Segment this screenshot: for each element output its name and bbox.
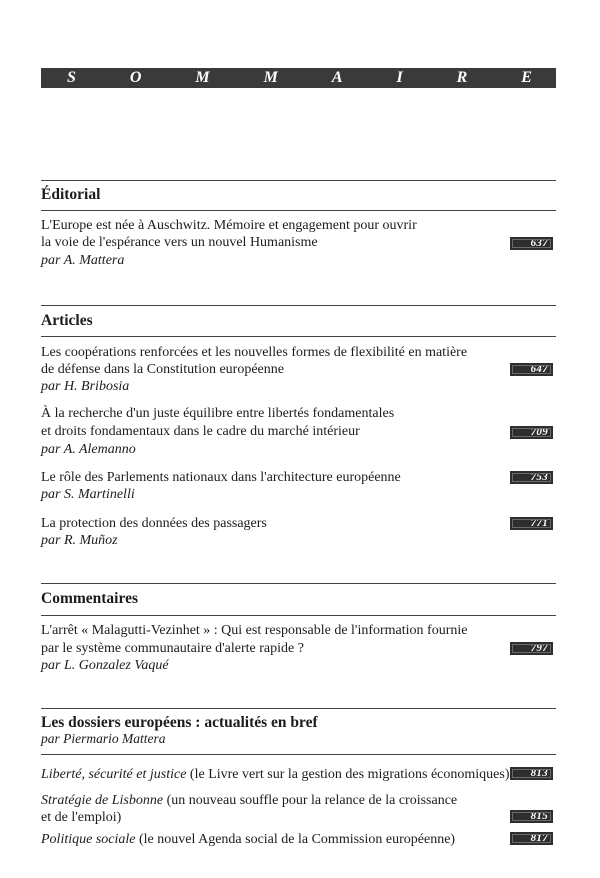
banner-letter: M — [263, 69, 278, 86]
page-number-badge: 709 — [510, 426, 553, 439]
dossier-entry — [41, 766, 510, 783]
section-divider — [41, 615, 556, 616]
dossier-topic: Stratégie de Lisbonne — [41, 793, 164, 808]
entry-title-line: L'arrêt « Malagutti-Vezinhet » : Qui est responsable de l'information fournie — [41, 623, 468, 638]
page-number-badge: 753 — [510, 471, 553, 484]
page-number-badge: 771 — [510, 517, 553, 530]
section-divider — [41, 336, 556, 337]
entry-author: par H. Bribosia — [41, 379, 130, 394]
entry-title-line: À la recherche d'un juste équilibre entre libertés fondamentales — [41, 406, 395, 421]
page-number-badge: 813 — [510, 767, 553, 780]
entry-title-line: Le rôle des Parlements nationaux dans l'architecture européenne — [41, 470, 401, 485]
page-number-badge: 797 — [510, 642, 553, 655]
sommaire-banner — [41, 68, 556, 88]
entry-title-line: de défense dans la Constitution européenne — [41, 362, 284, 377]
page-number-badge: 815 — [510, 810, 553, 823]
dossier-entry — [41, 792, 457, 809]
section-divider — [41, 754, 556, 755]
banner-letter: O — [129, 69, 142, 86]
page-number-badge: 647 — [510, 363, 553, 376]
dossier-description: (le nouvel Agenda social de la Commission européenne) — [135, 832, 456, 847]
entry-title-line: L'Europe est née à Auschwitz. Mémoire et engagement pour ouvrir — [41, 218, 417, 233]
banner-letter: M — [195, 69, 210, 86]
page-number-badge: 817 — [510, 832, 553, 845]
dossier-description: (le Livre vert sur la gestion des migrations économiques) — [186, 767, 510, 782]
section-title-editorial: Éditorial — [41, 186, 101, 203]
section-divider — [41, 305, 556, 306]
dossier-topic: Liberté, sécurité et justice — [41, 767, 187, 782]
section-title-articles: Articles — [41, 312, 93, 329]
section-divider — [41, 210, 556, 211]
entry-title-line: La protection des données des passagers — [41, 516, 267, 531]
entry-title-line: et droits fondamentaux dans le cadre du marché intérieur — [41, 424, 360, 439]
banner-letter: R — [456, 69, 468, 86]
section-title-dossiers: Les dossiers européens : actualités en bref — [41, 714, 318, 731]
entry-title-line: la voie de l'espérance vers un nouvel Humanisme — [41, 235, 318, 250]
dossier-entry — [41, 831, 455, 848]
section-title-commentaires: Commentaires — [41, 590, 138, 607]
entry-author: par R. Muñoz — [41, 533, 118, 548]
banner-letter: E — [521, 69, 532, 86]
dossier-topic: Politique sociale — [41, 832, 136, 847]
banner-letter: A — [331, 69, 343, 86]
dossier-description: (un nouveau souffle pour la relance de la croissance — [163, 793, 458, 808]
section-subtitle-author: par Piermario Mattera — [41, 731, 166, 746]
banner-letter: S — [67, 69, 76, 86]
entry-author: par A. Mattera — [41, 253, 125, 268]
page-number-badge: 637 — [510, 237, 553, 250]
entry-author: par L. Gonzalez Vaqué — [41, 658, 169, 673]
entry-author: par S. Martinelli — [41, 487, 135, 502]
section-divider — [41, 180, 556, 181]
banner-letter: I — [396, 69, 403, 86]
section-divider — [41, 708, 556, 709]
section-divider — [41, 583, 556, 584]
dossier-entry-line2: et de l'emploi) — [41, 810, 122, 825]
entry-title-line: Les coopérations renforcées et les nouvelles formes de flexibilité en matière — [41, 345, 468, 360]
entry-author: par A. Alemanno — [41, 442, 136, 457]
entry-title-line: par le système communautaire d'alerte rapide ? — [41, 641, 304, 656]
